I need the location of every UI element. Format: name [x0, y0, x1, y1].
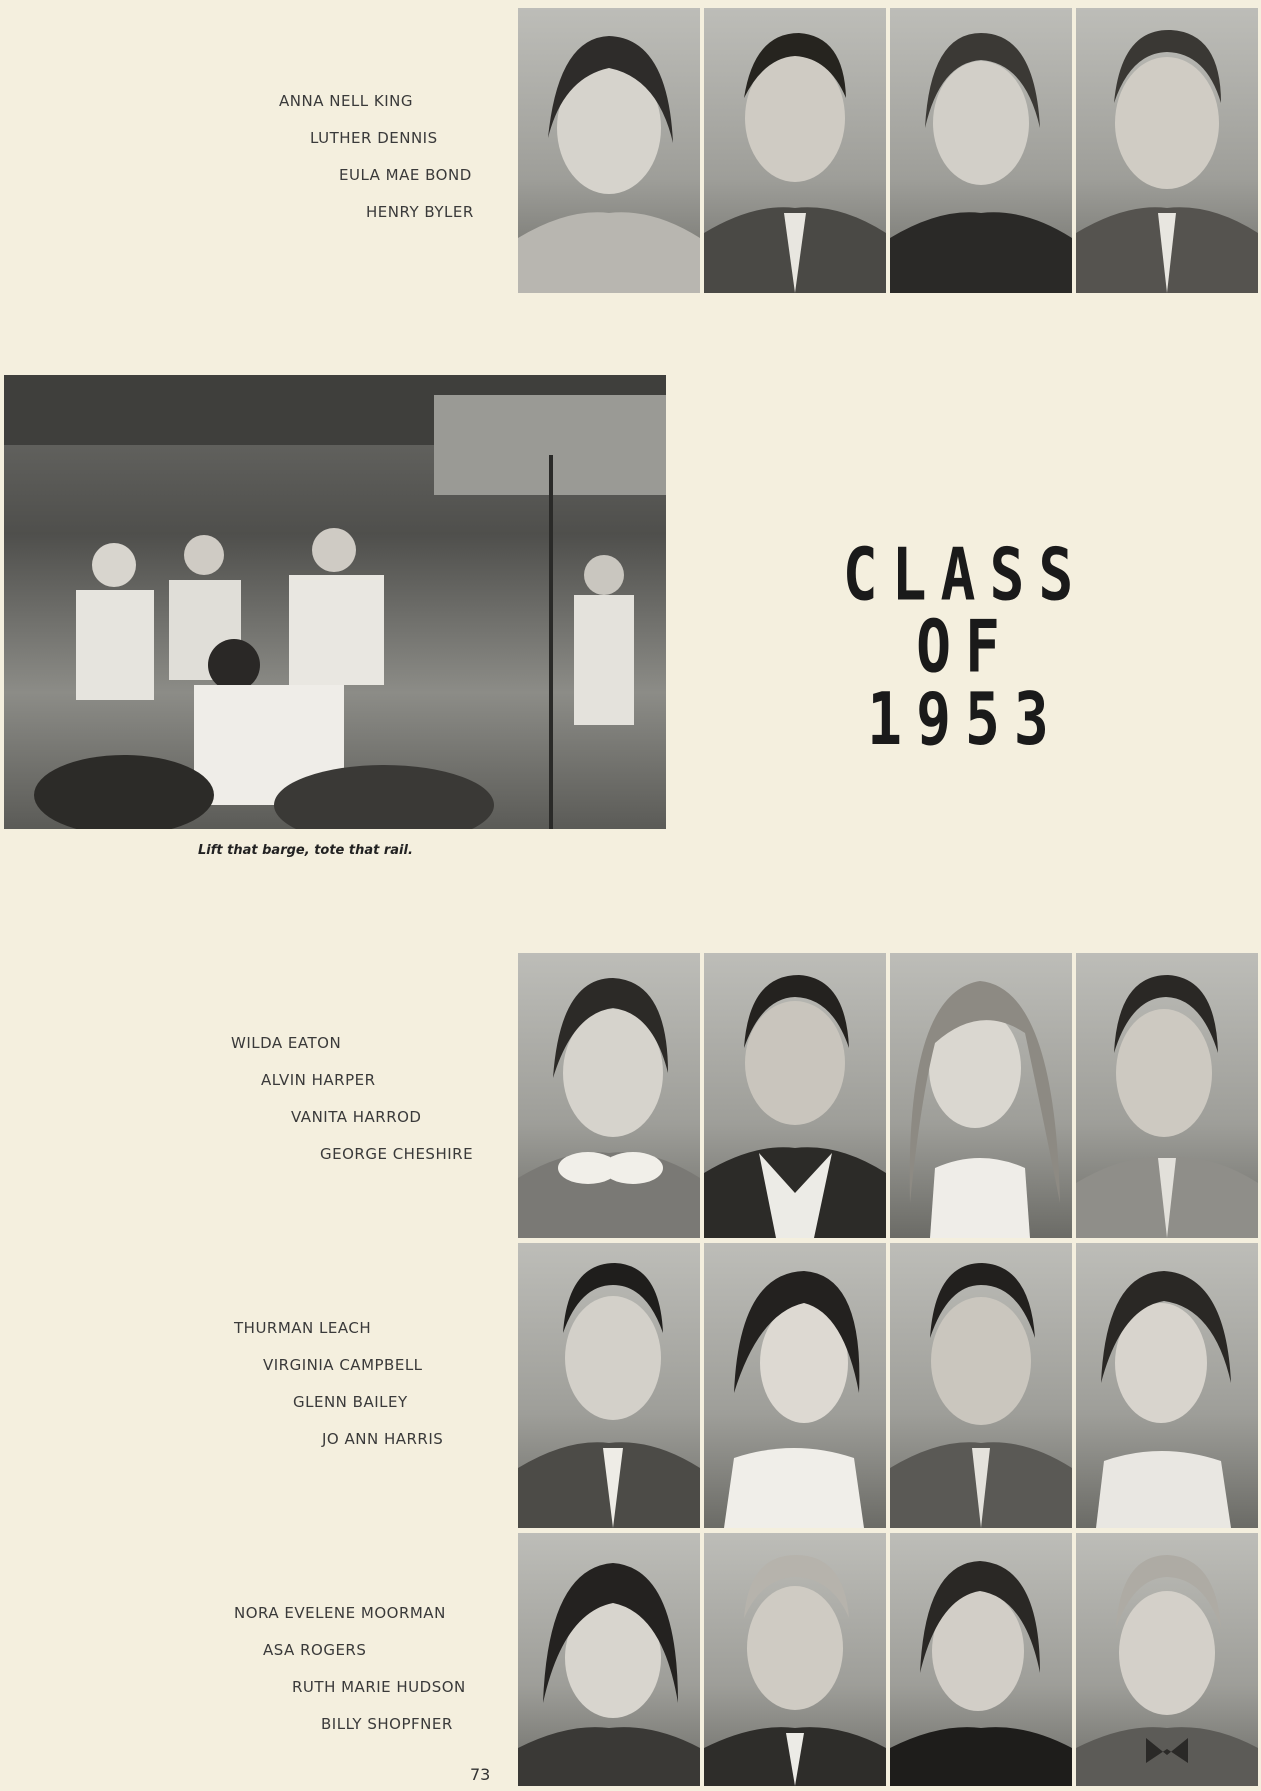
student-portrait [890, 953, 1072, 1238]
student-portrait [704, 1243, 886, 1528]
student-portrait [518, 8, 700, 293]
student-portrait [1076, 1243, 1258, 1528]
photo-caption: Lift that barge, tote that rail. [198, 843, 413, 858]
student-name: VANITA HARROD [291, 1108, 422, 1126]
student-name: NORA EVELENE MOORMAN [234, 1604, 446, 1622]
student-portrait [890, 8, 1072, 293]
class-title-line1: CLASS [842, 531, 1088, 617]
student-name: RUTH MARIE HUDSON [292, 1678, 466, 1696]
page-number: 73 [470, 1765, 491, 1784]
group-activity-photo [4, 375, 666, 829]
portrait-row-2 [518, 953, 1258, 1238]
class-title-line2: OF 1953 [867, 603, 1063, 762]
student-portrait [518, 953, 700, 1238]
portrait-row-1 [518, 8, 1258, 293]
student-portrait [704, 8, 886, 293]
student-name: LUTHER DENNIS [310, 129, 438, 147]
student-portrait [704, 1533, 886, 1786]
student-name: ANNA NELL KING [279, 92, 414, 110]
student-portrait [890, 1533, 1072, 1786]
student-name: JO ANN HARRIS [322, 1430, 444, 1448]
student-name: VIRGINIA CAMPBELL [263, 1356, 423, 1374]
student-name: EULA MAE BOND [339, 166, 472, 184]
portrait-row-3 [518, 1243, 1258, 1528]
portrait-row-4 [518, 1533, 1258, 1786]
student-name: ALVIN HARPER [261, 1071, 376, 1089]
student-name: THURMAN LEACH [234, 1319, 372, 1337]
student-portrait [704, 953, 886, 1238]
student-name: HENRY BYLER [366, 203, 474, 221]
student-name: ASA ROGERS [263, 1641, 367, 1659]
student-name: BILLY SHOPFNER [321, 1715, 453, 1733]
student-portrait [1076, 1533, 1258, 1786]
student-portrait [518, 1533, 700, 1786]
student-portrait [1076, 8, 1258, 293]
student-name: GEORGE CHESHIRE [320, 1145, 474, 1163]
student-portrait [890, 1243, 1072, 1528]
student-name: WILDA EATON [231, 1034, 342, 1052]
student-name: GLENN BAILEY [293, 1393, 408, 1411]
student-portrait [1076, 953, 1258, 1238]
student-portrait [518, 1243, 700, 1528]
